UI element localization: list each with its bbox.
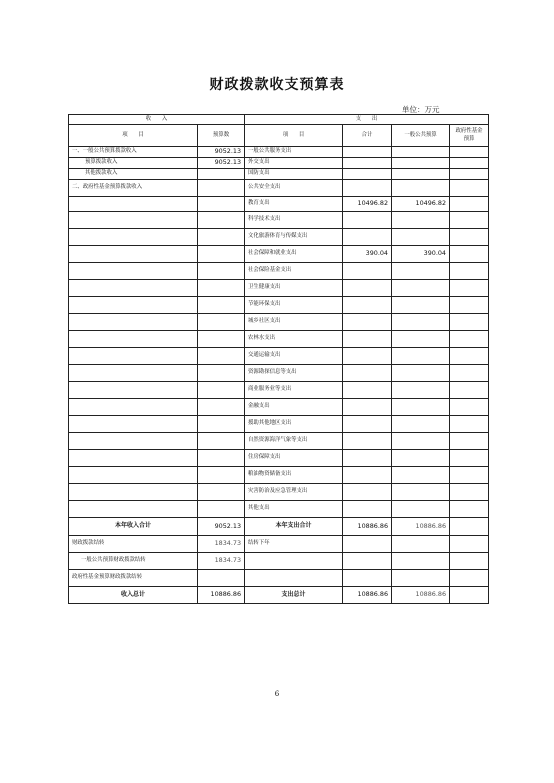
income-item: 预算拨款收入	[69, 158, 198, 169]
income-item	[69, 450, 198, 467]
expense-gov-fund	[450, 229, 489, 246]
expense-general	[392, 180, 450, 197]
income-value: 9052.13	[198, 158, 245, 169]
carry-row	[69, 536, 489, 553]
expense-item: 粮油物资储备支出	[245, 467, 343, 484]
expense-item: 社会保险基金支出	[245, 263, 343, 280]
carry-total	[343, 570, 392, 587]
expense-total	[343, 365, 392, 382]
table-row	[69, 314, 489, 331]
expense-item: 一般公共服务支出	[245, 147, 343, 158]
expense-total	[343, 416, 392, 433]
expense-item: 住房保障支出	[245, 450, 343, 467]
table-row	[69, 246, 489, 263]
table-row	[69, 348, 489, 365]
page-number: 6	[274, 690, 280, 698]
expense-gov-fund	[450, 158, 489, 169]
table-row	[69, 212, 489, 229]
expense-gov-fund	[450, 365, 489, 382]
expense-total	[343, 484, 392, 501]
expense-general	[392, 348, 450, 365]
expense-item: 金融支出	[245, 399, 343, 416]
expense-total	[343, 467, 392, 484]
income-value	[198, 450, 245, 467]
carry-general	[392, 553, 450, 570]
expense-item: 外交支出	[245, 158, 343, 169]
carry-income-value: 1834.73	[198, 553, 245, 570]
income-item	[69, 280, 198, 297]
expense-item: 文化旅游体育与传媒支出	[245, 229, 343, 246]
expense-gov-fund	[450, 433, 489, 450]
expense-item: 其他支出	[245, 501, 343, 518]
expense-general: 10496.82	[392, 197, 450, 212]
year-total-row	[69, 518, 489, 536]
income-value	[198, 169, 245, 180]
carry-general	[392, 570, 450, 587]
table-row	[69, 197, 489, 212]
carry-income-item: 一般公共预算财政拨款结转	[69, 553, 198, 570]
income-value	[198, 246, 245, 263]
income-group-header: 收 入	[69, 115, 245, 125]
income-item	[69, 365, 198, 382]
income-item	[69, 416, 198, 433]
income-item	[69, 399, 198, 416]
expense-total	[343, 399, 392, 416]
expense-general	[392, 365, 450, 382]
table-row	[69, 147, 489, 158]
expense-item: 自然资源海洋气象等支出	[245, 433, 343, 450]
carry-gov-fund	[450, 536, 489, 553]
table-row	[69, 467, 489, 484]
table-row	[69, 450, 489, 467]
expense-total	[343, 450, 392, 467]
income-value	[198, 433, 245, 450]
table-row	[69, 280, 489, 297]
expense-item: 社会保障和就业支出	[245, 246, 343, 263]
income-item: 其他拨款收入	[69, 169, 198, 180]
col-budget-header: 预算数	[198, 125, 245, 147]
table-row	[69, 180, 489, 197]
expense-total	[343, 180, 392, 197]
income-value	[198, 280, 245, 297]
table-row	[69, 501, 489, 518]
income-value	[198, 197, 245, 212]
expense-total	[343, 229, 392, 246]
unit-label: 单位：万元	[402, 105, 440, 114]
income-item	[69, 348, 198, 365]
expense-gov-fund	[450, 297, 489, 314]
table-row	[69, 484, 489, 501]
income-value: 9052.13	[198, 147, 245, 158]
expense-general	[392, 467, 450, 484]
table-row	[69, 433, 489, 450]
carry-total	[343, 536, 392, 553]
expense-gov-fund	[450, 180, 489, 197]
expense-general: 390.04	[392, 246, 450, 263]
carry-income-item: 财政拨款结转	[69, 536, 198, 553]
carry-income-value: 1834.73	[198, 536, 245, 553]
expense-gov-fund	[450, 246, 489, 263]
expense-gov-fund	[450, 416, 489, 433]
expense-total	[343, 212, 392, 229]
expense-general	[392, 297, 450, 314]
expense-total	[343, 433, 392, 450]
col-exp-item-header: 项 目	[245, 125, 343, 147]
expense-total	[343, 314, 392, 331]
income-item	[69, 331, 198, 348]
table-row	[69, 229, 489, 246]
expense-gov-fund	[450, 169, 489, 180]
income-item: 一、一般公共预算拨款收入	[69, 147, 198, 158]
expense-item: 援助其他地区支出	[245, 416, 343, 433]
income-item	[69, 433, 198, 450]
income-value	[198, 331, 245, 348]
expense-gov-fund	[450, 348, 489, 365]
expense-total	[343, 382, 392, 399]
budget-table	[68, 114, 489, 604]
carry-expense-item	[245, 570, 343, 587]
income-item	[69, 263, 198, 280]
income-value	[198, 348, 245, 365]
carry-gov-fund	[450, 570, 489, 587]
expense-item: 城乡社区支出	[245, 314, 343, 331]
expense-general	[392, 501, 450, 518]
grand-expense-total: 10886.86	[343, 587, 392, 604]
income-value	[198, 467, 245, 484]
expense-total: 10496.82	[343, 197, 392, 212]
carry-gov-fund	[450, 553, 489, 570]
carry-income-item: 政府性基金预算财政拨款结转	[69, 570, 198, 587]
expense-general	[392, 169, 450, 180]
year-expense-total: 10886.86	[343, 518, 392, 536]
grand-expense-gov-fund	[450, 587, 489, 604]
expense-general	[392, 382, 450, 399]
expense-total: 390.04	[343, 246, 392, 263]
income-item: 二、政府性基金预算拨款收入	[69, 180, 198, 197]
carry-expense-item	[245, 553, 343, 570]
table-row	[69, 416, 489, 433]
income-value	[198, 212, 245, 229]
expense-general	[392, 433, 450, 450]
expense-item: 科学技术支出	[245, 212, 343, 229]
col-total-header: 合计	[343, 125, 392, 147]
carry-income-value	[198, 570, 245, 587]
grand-total-row	[69, 587, 489, 604]
group-header-row	[69, 115, 489, 125]
expense-item: 教育支出	[245, 197, 343, 212]
expense-gov-fund	[450, 450, 489, 467]
carry-expense-item: 结转下年	[245, 536, 343, 553]
table-row	[69, 382, 489, 399]
expense-gov-fund	[450, 484, 489, 501]
table-row	[69, 399, 489, 416]
expense-group-header: 支 出	[245, 115, 489, 125]
expense-general	[392, 484, 450, 501]
expense-item: 农林水支出	[245, 331, 343, 348]
year-income-total-label: 本年收入合计	[69, 518, 198, 536]
expense-item: 灾害防治及应急管理支出	[245, 484, 343, 501]
expense-total	[343, 147, 392, 158]
expense-general	[392, 280, 450, 297]
income-value	[198, 365, 245, 382]
expense-general	[392, 158, 450, 169]
grand-expense-general: 10886.86	[392, 587, 450, 604]
expense-item: 交通运输支出	[245, 348, 343, 365]
year-income-total-value: 9052.13	[198, 518, 245, 536]
year-expense-general: 10886.86	[392, 518, 450, 536]
expense-gov-fund	[450, 212, 489, 229]
year-expense-total-label: 本年支出合计	[245, 518, 343, 536]
expense-gov-fund	[450, 399, 489, 416]
expense-total	[343, 501, 392, 518]
carry-general	[392, 536, 450, 553]
carry-row	[69, 570, 489, 587]
income-value	[198, 180, 245, 197]
income-value	[198, 399, 245, 416]
table-row	[69, 263, 489, 280]
expense-general	[392, 147, 450, 158]
col-general-header: 一般公共预算	[392, 125, 450, 147]
year-expense-gov-fund	[450, 518, 489, 536]
expense-gov-fund	[450, 147, 489, 158]
table-row	[69, 297, 489, 314]
carry-row	[69, 553, 489, 570]
expense-total	[343, 263, 392, 280]
income-value	[198, 382, 245, 399]
carry-total	[343, 553, 392, 570]
expense-item: 国防支出	[245, 169, 343, 180]
expense-general	[392, 229, 450, 246]
col-gov-fund-header: 政府性基金预算	[450, 125, 489, 147]
income-value	[198, 229, 245, 246]
income-item	[69, 484, 198, 501]
page-title: 财政拨款收支预算表	[209, 77, 345, 93]
expense-total	[343, 297, 392, 314]
grand-income-total-label: 收入总计	[69, 587, 198, 604]
income-value	[198, 297, 245, 314]
expense-gov-fund	[450, 280, 489, 297]
table-row	[69, 158, 489, 169]
income-value	[198, 484, 245, 501]
expense-item: 商业服务业等支出	[245, 382, 343, 399]
grand-expense-total-label: 支出总计	[245, 587, 343, 604]
income-value	[198, 416, 245, 433]
expense-item: 公共安全支出	[245, 180, 343, 197]
expense-general	[392, 450, 450, 467]
expense-total	[343, 158, 392, 169]
expense-general	[392, 263, 450, 280]
income-item	[69, 229, 198, 246]
income-value	[198, 501, 245, 518]
expense-item: 节能环保支出	[245, 297, 343, 314]
expense-gov-fund	[450, 467, 489, 484]
expense-general	[392, 399, 450, 416]
expense-total	[343, 169, 392, 180]
column-header-row	[69, 125, 489, 147]
expense-general	[392, 416, 450, 433]
income-item	[69, 314, 198, 331]
expense-total	[343, 331, 392, 348]
expense-gov-fund	[450, 501, 489, 518]
income-item	[69, 212, 198, 229]
income-item	[69, 467, 198, 484]
income-item	[69, 246, 198, 263]
grand-income-total-value: 10886.86	[198, 587, 245, 604]
expense-gov-fund	[450, 331, 489, 348]
table-row	[69, 365, 489, 382]
expense-gov-fund	[450, 382, 489, 399]
col-item-header: 项 目	[69, 125, 198, 147]
income-value	[198, 314, 245, 331]
income-item	[69, 297, 198, 314]
income-item	[69, 197, 198, 212]
expense-general	[392, 331, 450, 348]
income-item	[69, 382, 198, 399]
expense-total	[343, 280, 392, 297]
expense-gov-fund	[450, 197, 489, 212]
expense-gov-fund	[450, 263, 489, 280]
expense-general	[392, 212, 450, 229]
expense-general	[392, 314, 450, 331]
table-row	[69, 331, 489, 348]
expense-total	[343, 348, 392, 365]
income-item	[69, 501, 198, 518]
table-row	[69, 169, 489, 180]
expense-item: 资源勘探信息等支出	[245, 365, 343, 382]
expense-item: 卫生健康支出	[245, 280, 343, 297]
income-value	[198, 263, 245, 280]
expense-gov-fund	[450, 314, 489, 331]
